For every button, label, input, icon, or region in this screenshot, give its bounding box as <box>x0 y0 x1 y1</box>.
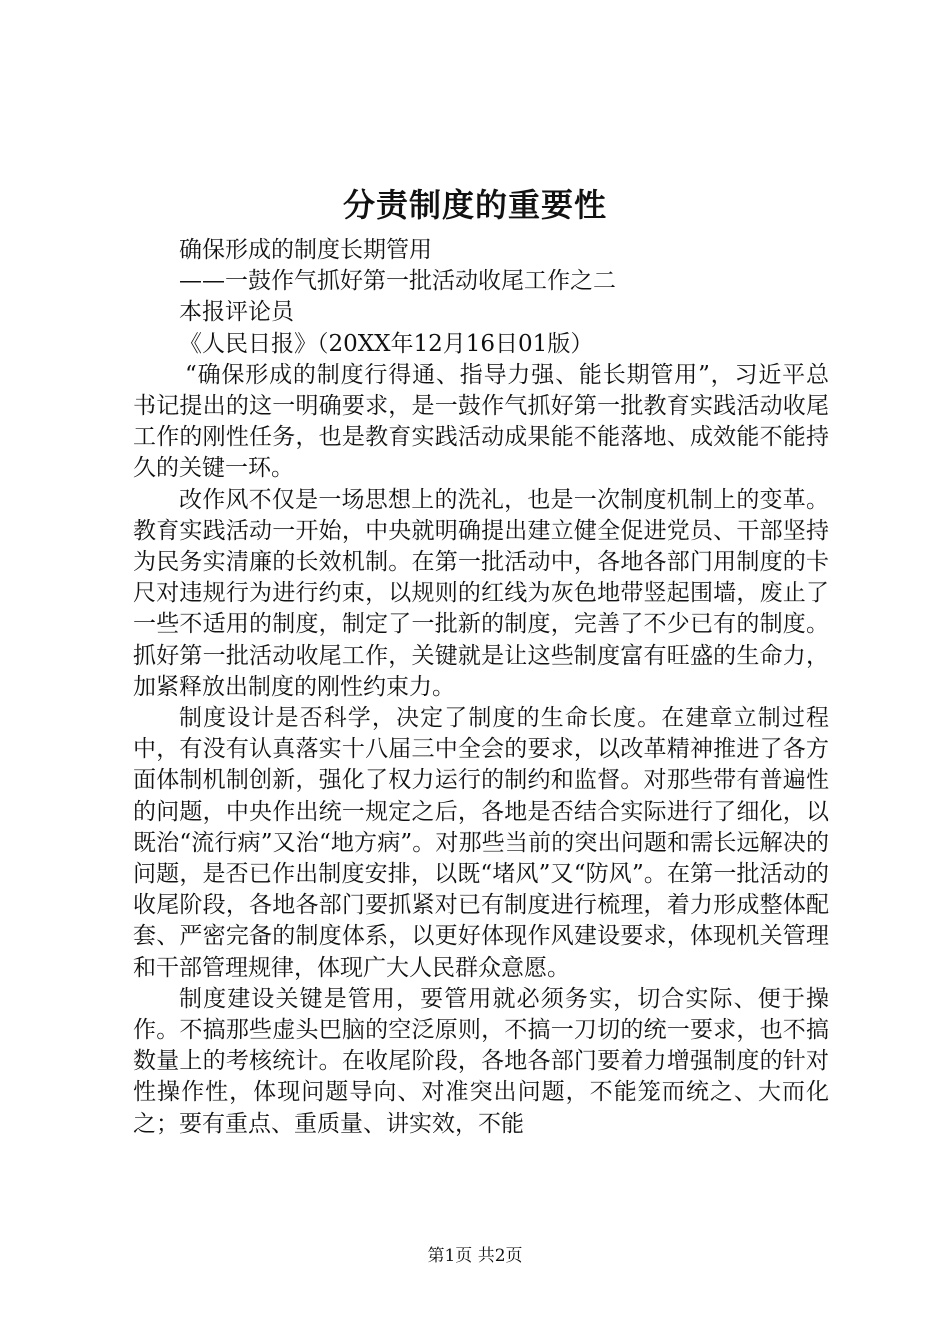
page-number-footer: 第1页 共2页 <box>427 1246 523 1266</box>
author-line: 本报评论员 <box>179 299 294 326</box>
body-paragraph: 改作风不仅是一场思想上的洗礼，也是一次制度机制上的变革。教育实践活动一开始，中央就明确提出建立健全促进党员、干部坚持为民务实清廉的长效机制。在第一批活动中，各地各部门用制度的卡尺对违规行为进行约束，以规则的红线为灰色地带竖起围墙，废止了一些不适用的制度，制定了一批新的制度，完善了不少已有的制度。抓好第一批活动收尾工作，关键就是让这些制度富有旺盛的生命力，加紧释放出制度的刚性约束力。 <box>133 486 829 700</box>
document-title: 分责制度的重要性 <box>342 186 607 224</box>
series-line: ——一鼓作气抓好第一批活动收尾工作之二 <box>179 268 616 295</box>
body-paragraph: 制度设计是否科学，决定了制度的生命长度。在建章立制过程中，有没有认真落实十八届三中全会的要求，以改革精神推进了各方面体制机制创新，强化了权力运行的制约和监督。对那些带有普遍性的问题，中央作出统一规定之后，各地是否结合实际进行了细化，以既治“流行病”又治“地方病”。对那些当前的突出问题和需长远解决的问题，是否已作出制度安排，以既“堵风”又“防风”。在第一批活动的收尾阶段，各地各部门要抓紧对已有制度进行梳理，着力形成整体配套、严密完备的制度体系，以更好体现作风建设要求，体现机关管理和干部管理规律，体现广大人民群众意愿。 <box>133 705 829 981</box>
source-line: 《人民日报》（20XX年12月16日01版） <box>179 330 594 357</box>
body-paragraph: “确保形成的制度行得通、指导力强、能长期管用”，习近平总书记提出的这一明确要求，是一鼓作气抓好第一批教育实践活动收尾工作的刚性任务，也是教育实践活动成果能不能落地、成效能不能持久的关键一环。 <box>133 361 829 482</box>
document-body <box>133 235 829 1140</box>
subtitle-line: 确保形成的制度长期管用 <box>179 237 432 263</box>
body-paragraph: 制度建设关键是管用，要管用就必须务实，切合实际、便于操作。不搞那些虚头巴脑的空泛原则，不搞一刀切的统一要求，也不搞数量上的考核统计。在收尾阶段，各地各部门要着力增强制度的针对性操作性，体现问题导向、对准突出问题，不能笼而统之、大而化之；要有重点、重质量、讲实效，不能 <box>133 985 829 1137</box>
